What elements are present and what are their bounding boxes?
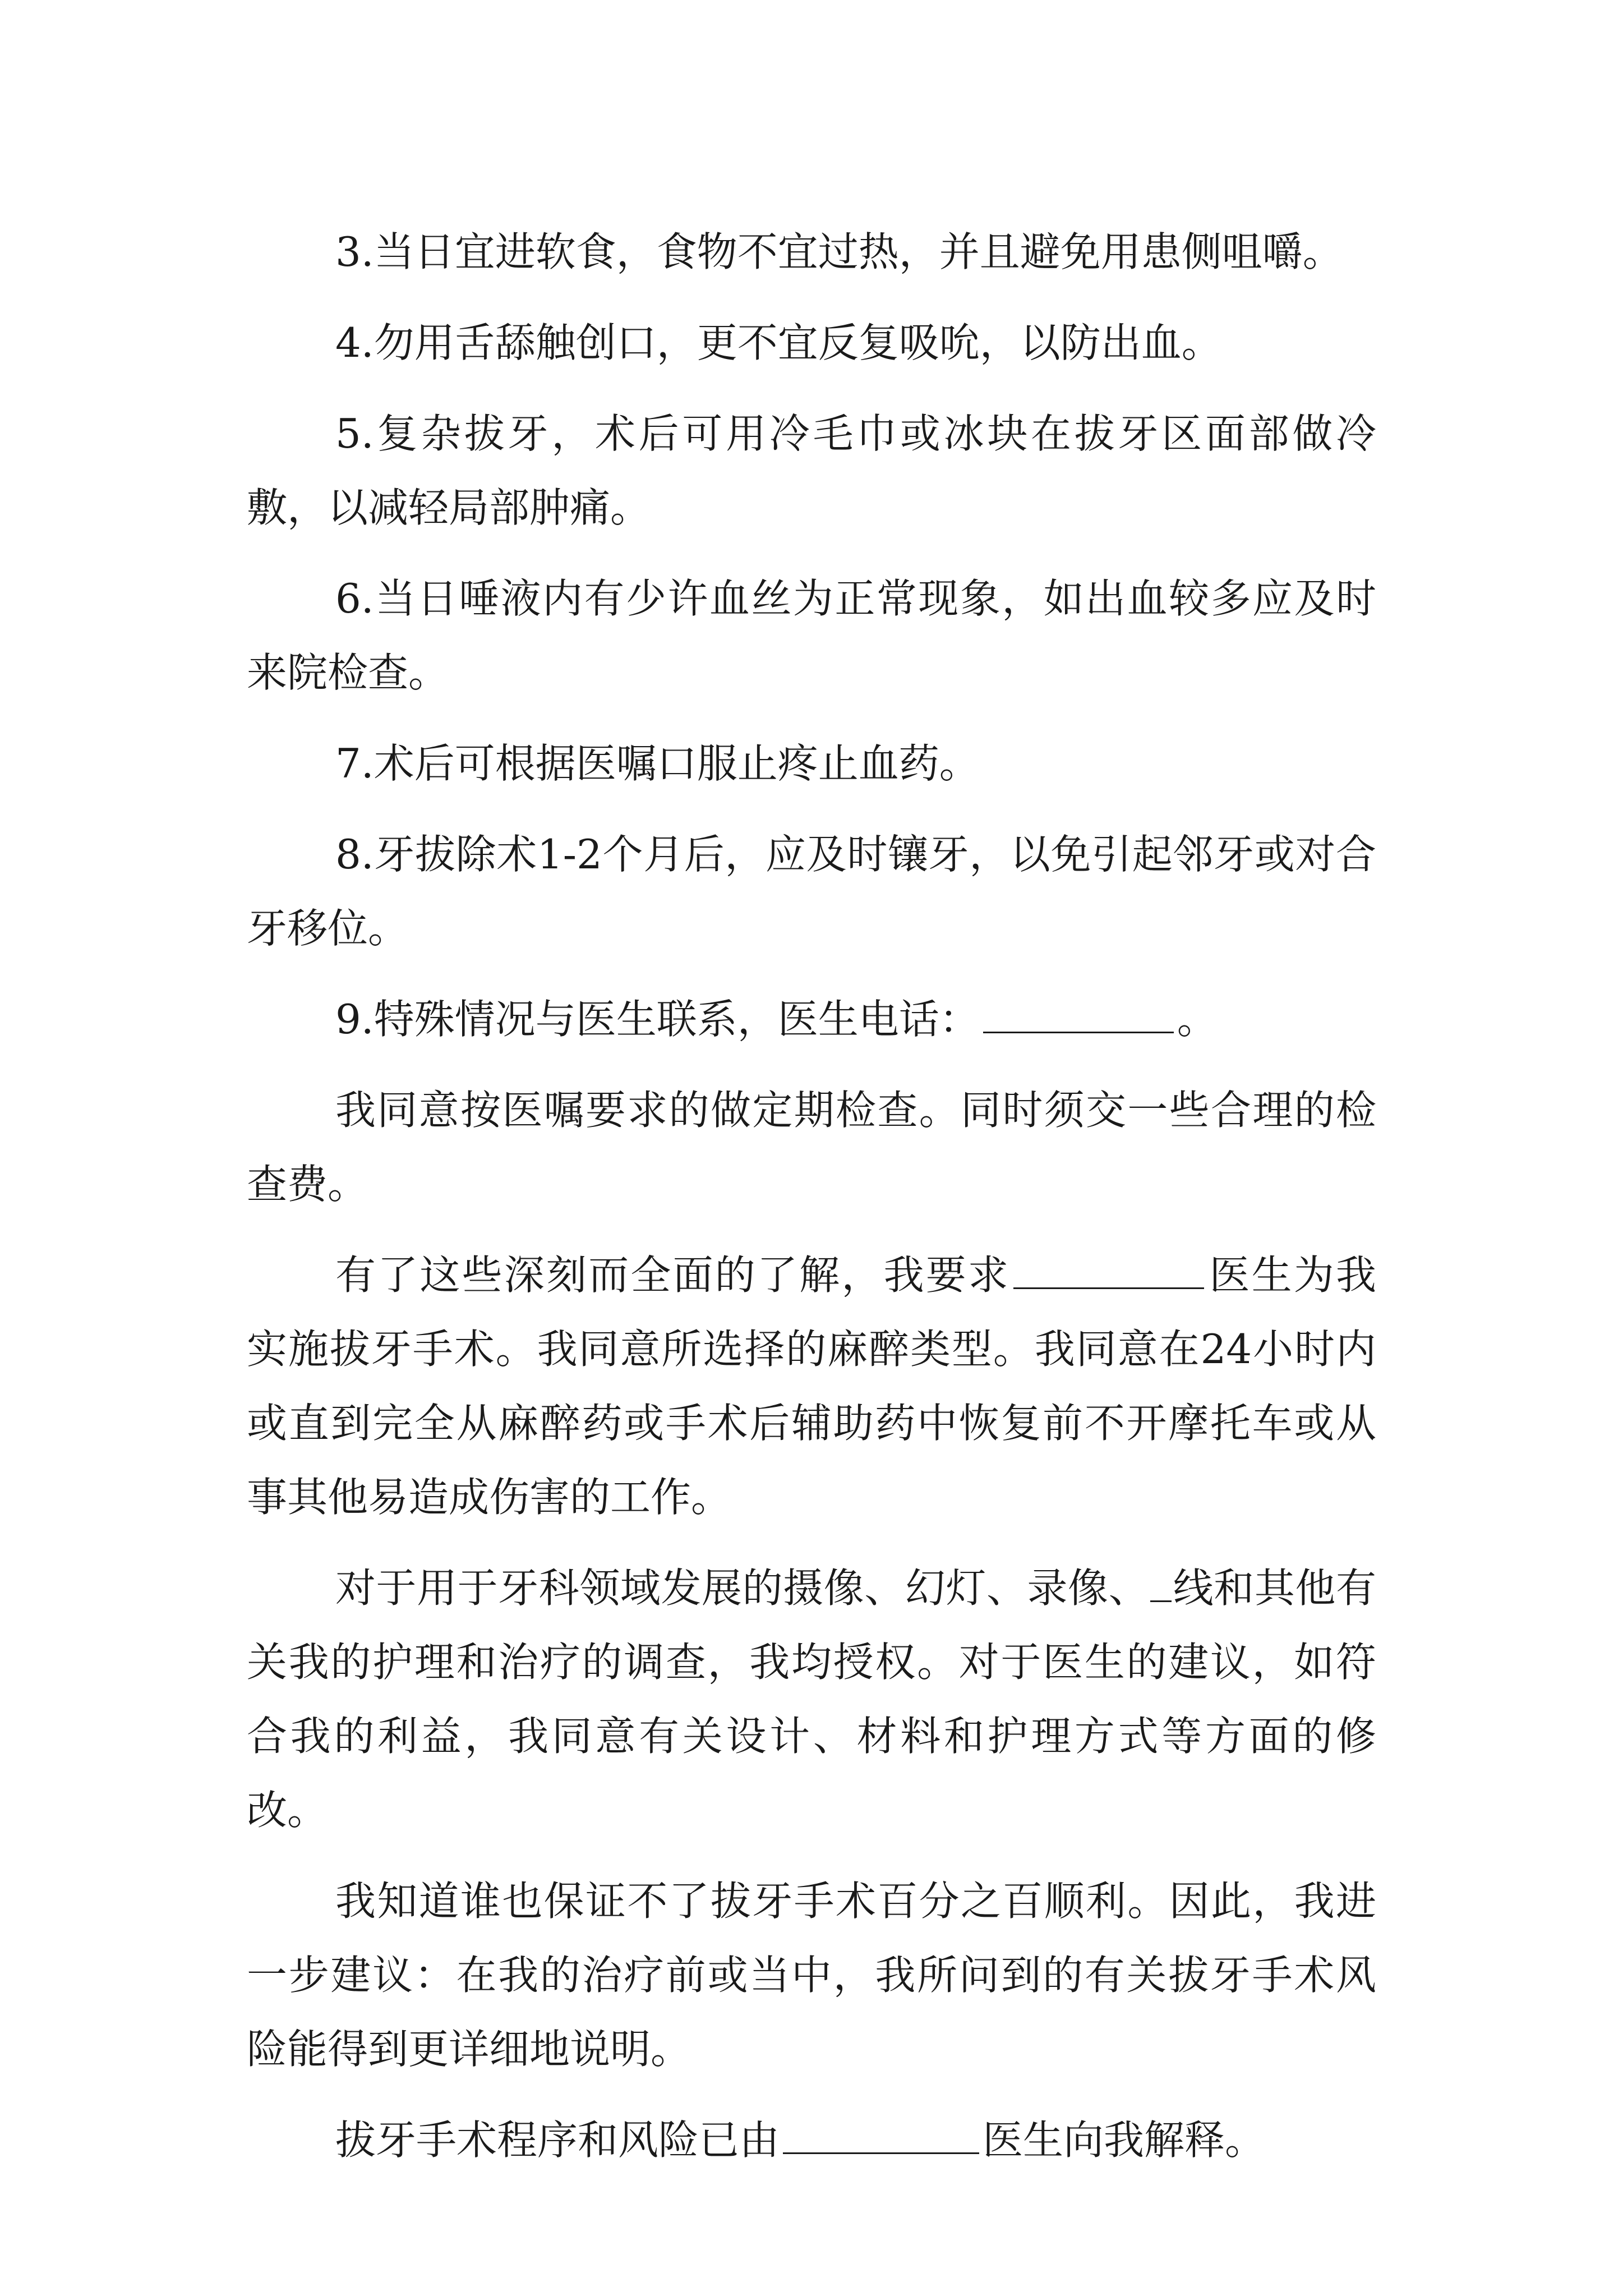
instruction-item-8: 8.牙拔除术1-2个月后，应及时镶牙，以免引起邻牙或对合牙移位。 bbox=[247, 831, 1376, 952]
instruction-item-7: 7.术后可根据医嘱口服止疼止血药。 bbox=[335, 740, 980, 787]
authorize-text-after: 线和其他有关我的护理和治疗的调查，我均授权。对于医生的建议，如符合我的利益，我同意有关设计、材料和护理方式等方面的修改。 bbox=[247, 1565, 1376, 1834]
item9-text: 9.特殊情况与医生联系，医生电话： bbox=[335, 996, 980, 1043]
request-text-after: 医生为我实施拔牙手术。我同意所选择的麻醉类型。我同意在24小时内或直到完全从麻醉药或手术后辅助药中恢复前不开摩托车或从事其他易造成伤害的工作。 bbox=[247, 1251, 1376, 1521]
explanation-paragraph bbox=[247, 2103, 1376, 2177]
instruction-item-5: 5.复杂拔牙，术后可用冷毛巾或冰块在拔牙区面部做冷敷，以减轻局部肿痛。 bbox=[247, 410, 1376, 531]
explained-text-before: 拔牙手术程序和风险已由 bbox=[335, 2116, 780, 2164]
item9-end: 。 bbox=[1177, 996, 1218, 1043]
risk-paragraph: 我知道谁也保证不了拔牙手术百分之百顺利。因此，我进一步建议：在我的治疗前或当中，我所问到的有关拔牙手术风险能得到更详细地说明。 bbox=[247, 1878, 1376, 2073]
explaining-doctor-blank[interactable] bbox=[783, 2109, 979, 2154]
authorize-text-before: 对于用于牙科领域发展的摄像、幻灯、录像、 bbox=[335, 1565, 1150, 1612]
document-page bbox=[247, 215, 1376, 2194]
instruction-item-6: 6.当日唾液内有少许血丝为正常现象，如出血较多应及时来院检查。 bbox=[247, 575, 1376, 696]
instruction-item-4: 4.勿用舌舔触创口，更不宜反复吸吮，以防出血。 bbox=[335, 319, 1222, 366]
instruction-item-3: 3.当日宜进软食，食物不宜过热，并且避免用患侧咀嚼。 bbox=[335, 228, 1343, 275]
authorize-blank[interactable] bbox=[1150, 1557, 1172, 1602]
doctor-phone-blank[interactable] bbox=[983, 988, 1174, 1033]
instruction-item-9 bbox=[247, 982, 1376, 1056]
request-text-before: 有了这些深刻而全面的了解，我要求 bbox=[335, 1251, 1011, 1299]
requested-doctor-blank[interactable] bbox=[1013, 1244, 1204, 1289]
authorization-paragraph bbox=[247, 1551, 1376, 1847]
checkup-consent-paragraph: 我同意按医嘱要求的做定期检查。同时须交一些合理的检查费。 bbox=[247, 1087, 1376, 1208]
explained-text-after: 医生向我解释。 bbox=[983, 2116, 1266, 2164]
surgery-request-paragraph bbox=[247, 1238, 1376, 1534]
